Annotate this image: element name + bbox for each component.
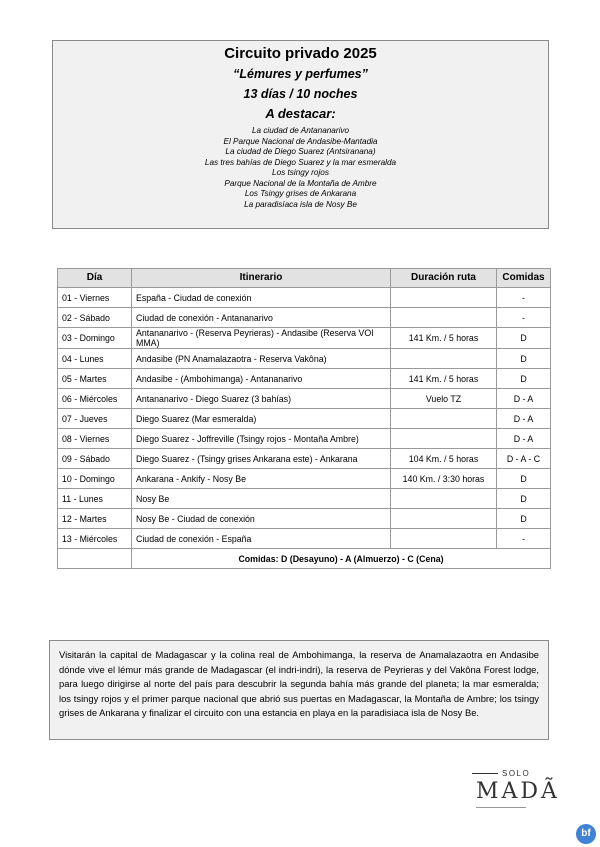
route-cell: Diego Suarez - Joffreville (Tsingy rojos - Montaña Ambre)	[132, 429, 391, 449]
tour-title: Circuito privado 2025	[224, 45, 377, 62]
column-header-distance: Duración ruta	[391, 269, 497, 288]
table-row	[58, 389, 551, 409]
meals-cell: -	[497, 308, 551, 328]
meals-cell: D	[497, 469, 551, 489]
meals-legend: Comidas: D (Desayuno) - A (Almuerzo) - C (Cena)	[132, 549, 551, 569]
route-cell: Ankarana - Ankify - Nosy Be	[132, 469, 391, 489]
day-cell: 09 - Sábado	[58, 449, 132, 469]
program-header	[52, 40, 549, 229]
table-row	[58, 529, 551, 549]
table-row	[58, 469, 551, 489]
day-cell: 13 - Miércoles	[58, 529, 132, 549]
highlight-item: Las tres bahías de Diego Suarez y la mar esmeralda	[204, 157, 397, 167]
highlight-item: Los tsingy rojos	[272, 168, 329, 177]
highlight-item: La ciudad de Antananarivo	[251, 126, 350, 135]
column-header-route: Itinerario	[132, 269, 391, 288]
day-cell: 10 - Domingo	[58, 469, 132, 489]
day-cell: 04 - Lunes	[58, 349, 132, 369]
highlights-list	[53, 126, 548, 210]
route-cell: Nosy Be - Ciudad de conexión	[132, 509, 391, 529]
distance-cell	[391, 429, 497, 449]
tour-duration: 13 días / 10 noches	[243, 87, 358, 101]
highlight-item: El Parque Nacional de Andasibe-Mantadia	[223, 136, 378, 146]
logo-rule	[472, 773, 498, 774]
distance-cell	[391, 288, 497, 308]
meals-cell: D - A - C	[497, 449, 551, 469]
meals-cell: D	[497, 369, 551, 389]
bf-badge-icon[interactable]: bf	[576, 824, 596, 844]
meals-cell: D - A	[497, 389, 551, 409]
highlights-heading: A destacar:	[265, 106, 336, 121]
day-cell: 12 - Martes	[58, 509, 132, 529]
route-cell: Diego Suarez (Mar esmeralda)	[132, 409, 391, 429]
day-cell: 08 - Viernes	[58, 429, 132, 449]
distance-cell: Vuelo TZ	[391, 389, 497, 409]
day-cell: 07 - Jueves	[58, 409, 132, 429]
meals-cell: -	[497, 288, 551, 308]
meals-cell: -	[497, 529, 551, 549]
meals-cell: D	[497, 509, 551, 529]
tour-description: Visitarán la capital de Madagascar y la colina real de Ambohimanga, la reserva de Anamalazaotra en Andasibe dónde vive el lémur más grande de Madagascar (el indri-indri), la reserva de Peyrieras y del Vakôna Forest lodge, para luego dirigirse al norte del país para descubrir la segunda bahía más grande del planeta; la mar esmeralda; los tsingy rojos y el primer parque nacional que abrió sus puertas en Madagascar, la Montaña de Ambre; los tsingy grises de Ankarana y finalizar el circuito con una estancia en playa en la paradisiaca isla de Nosy Be.	[49, 640, 549, 740]
meals-cell: D	[497, 349, 551, 369]
logo-top-text: SOLO	[502, 769, 531, 778]
route-cell: Antananarivo - Diego Suarez (3 bahías)	[132, 389, 391, 409]
distance-cell: 141 Km. / 5 horas	[391, 369, 497, 389]
table-row	[58, 449, 551, 469]
route-cell: Diego Suarez - (Tsingy grises Ankarana este) - Ankarana	[132, 449, 391, 469]
table-row	[58, 349, 551, 369]
day-cell: 03 - Domingo	[58, 328, 132, 349]
route-cell: España - Ciudad de conexión	[132, 288, 391, 308]
legend-row	[58, 549, 551, 569]
distance-cell: 140 Km. / 3:30 horas	[391, 469, 497, 489]
table-header-row	[58, 269, 551, 288]
table-row	[58, 328, 551, 349]
table-row	[58, 489, 551, 509]
route-cell: Andasibe (PN Anamalazaotra - Reserva Vakôna)	[132, 349, 391, 369]
logo-main-text: MADÃ	[476, 779, 560, 804]
distance-cell	[391, 529, 497, 549]
meals-cell: D - A	[497, 409, 551, 429]
distance-cell	[391, 509, 497, 529]
meals-cell: D	[497, 489, 551, 509]
logo-tagline-rule	[476, 807, 526, 813]
highlight-item: Los Tsingy grises de Ankarana	[244, 189, 357, 198]
table-row	[58, 429, 551, 449]
distance-cell	[391, 489, 497, 509]
distance-cell	[391, 409, 497, 429]
table-row	[58, 369, 551, 389]
meals-cell: D	[497, 328, 551, 349]
route-cell: Antananarivo - (Reserva Peyrieras) - Andasibe (Reserva VOI MMA)	[132, 328, 391, 349]
tour-subtitle: “Lémures y perfumes”	[233, 67, 368, 81]
column-header-day: Día	[58, 269, 132, 288]
day-cell: 01 - Viernes	[58, 288, 132, 308]
column-header-meals: Comidas	[497, 269, 551, 288]
highlight-item: La paradisíaca isla de Nosy Be	[244, 199, 357, 209]
day-cell: 05 - Martes	[58, 369, 132, 389]
highlight-item: Parque Nacional de la Montaña de Ambre	[224, 178, 377, 188]
route-cell: Ciudad de conexión - España	[132, 529, 391, 549]
distance-cell: 104 Km. / 5 horas	[391, 449, 497, 469]
day-cell: 11 - Lunes	[58, 489, 132, 509]
day-cell: 02 - Sábado	[58, 308, 132, 328]
highlight-item: La ciudad de Diego Suarez (Antsiranana)	[225, 147, 376, 156]
table-row	[58, 288, 551, 308]
legend-blank-cell	[58, 549, 132, 569]
route-cell: Nosy Be	[132, 489, 391, 509]
table-row	[58, 409, 551, 429]
meals-cell: D - A	[497, 429, 551, 449]
table-row	[58, 308, 551, 328]
table-row	[58, 509, 551, 529]
route-cell: Andasibe - (Ambohimanga) - Antananarivo	[132, 369, 391, 389]
distance-cell: 141 Km. / 5 horas	[391, 328, 497, 349]
distance-cell	[391, 308, 497, 328]
distance-cell	[391, 349, 497, 369]
solo-mada-logo	[472, 769, 562, 829]
itinerary-table	[57, 268, 551, 569]
route-cell: Ciudad de conexión - Antananarivo	[132, 308, 391, 328]
day-cell: 06 - Miércoles	[58, 389, 132, 409]
